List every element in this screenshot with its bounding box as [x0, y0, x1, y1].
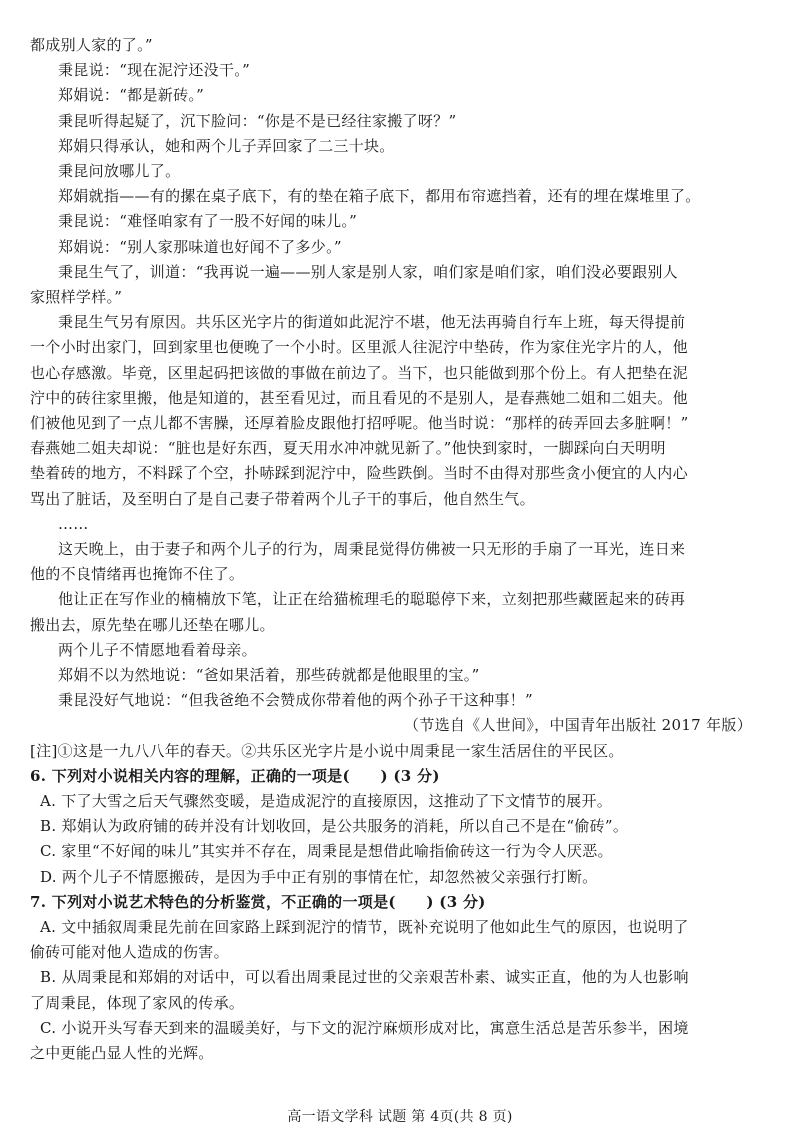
- option-7a-cont: 偷砖可能对他人造成的伤害。: [30, 943, 229, 962]
- text-line: 他让正在写作业的楠楠放下笔，让正在给猫梳理毛的聪聪停下来，立刻把那些藏匿起来的砖再: [58, 590, 686, 609]
- text-line: 都成别人家的了。”: [30, 36, 153, 54]
- text-line: 一个小时出家门，回到家里也便晚了一个小时。区里派人往泥泞中垫砖，作为家住光字片的人，他: [30, 338, 688, 357]
- text-line: 秉昆问放哪儿了。: [58, 162, 181, 180]
- text-line: 秉昆生气另有原因。共乐区光字片的街道如此泥泞不堪，他无法再骑自行车上班，每天得提前: [58, 313, 686, 332]
- text-line: 垫着砖的地方，不料踩了个空，扑哧踩到泥泞中，险些跌倒。当时不由得对那些贪小便宜的人内心: [30, 464, 688, 483]
- option-6b: B. 郑娟认为政府铺的砖并没有计划收回，是公共服务的消耗，所以自己不是在“偷砖”。: [40, 817, 629, 836]
- text-line: 郑娟不以为然地说：“爸如果活着，那些砖就都是他眼里的宝。”: [58, 666, 480, 684]
- text-line: 郑娟说：“都是新砖。”: [58, 86, 205, 105]
- text-line: 他的不良情绪再也掩饰不住了。: [30, 565, 245, 584]
- option-7a: A. 文中插叙周秉昆先前在回家路上踩到泥泞的情节，既补充说明了他如此生气的原因，也说明了: [40, 918, 689, 936]
- annotation-note: [注]①这是一九八八年的春天。②共乐区光字片是小说中周秉昆一家生活居住的平民区。: [30, 741, 624, 760]
- text-line: 泞中的砖往家里搬，他是知道的，甚至看见过，而且看见的不是别人，是春燕她二姐和二姐夫。他: [30, 388, 688, 407]
- question-6: 6. 下列对小说相关内容的理解，正确的一项是( ) (3 分): [30, 766, 440, 785]
- text-line: 秉昆生气了，训道：“我再说一遍——别人家是别人家，咱们家是咱们家，咱们没必要跟别人: [58, 262, 678, 281]
- option-7b: B. 从周秉昆和郑娟的对话中，可以看出周秉昆过世的父亲艰苦朴素、诚实正直，他的为人也影响: [40, 968, 689, 987]
- text-line: 郑娟只得承认，她和两个儿子弄回家了二三十块。: [58, 136, 395, 155]
- text-line: 家照样学样。”: [30, 288, 123, 306]
- text-line: 这天晚上，由于妻子和两个儿子的行为，周秉昆觉得仿佛被一只无形的手扇了一耳光，连日来: [58, 540, 686, 558]
- option-7c: C. 小说开头写春天到来的温暖美好，与下文的泥泞麻烦形成对比，寓意生活总是苦乐参半，困境: [40, 1018, 689, 1037]
- text-line: 秉昆说：“难怪咱家有了一股不好闻的味儿。”: [58, 212, 358, 231]
- text-line: 骂出了脏话，及至明白了是自己妻子带着两个儿子干的事后，他自然生气。: [30, 489, 535, 508]
- option-6d: D. 两个儿子不情愿搬砖，是因为手中正有别的事情在忙，却忽然被父亲强行打断。: [40, 867, 598, 886]
- text-line: 秉昆没好气地说：“但我爸绝不会赞成你带着他的两个孙子干这种事！”: [58, 691, 533, 710]
- text-line: 春燕她二姐夫却说：“脏也是好东西，夏天用水冲冲就见新了。”他快到家时，一脚踩向白天明明: [30, 439, 666, 458]
- text-line: 两个儿子不情愿地看着母亲。: [58, 640, 257, 659]
- text-line: 搬出去，原先垫在哪儿还垫在哪儿。: [30, 615, 275, 634]
- text-line: 秉昆说：“现在泥泞还没干。”: [58, 61, 251, 80]
- text-line: 们被他见到了一点儿都不害臊，还厚着脸皮跟他打招呼呢。他当时说：“那样的砖弄回去多脏啊！”: [30, 414, 689, 432]
- text-line: 郑娟说：“别人家那味道也好闻不了多少。”: [58, 237, 342, 256]
- text-line: 郑娟就指——有的摞在桌子底下，有的垫在箱子底下，都用布帘遮挡着，还有的埋在煤堆里了。: [58, 187, 701, 206]
- text-line: 秉昆听得起疑了，沉下脸问：“你是不是已经往家搬了呀？”: [58, 111, 457, 130]
- question-7: 7. 下列对小说艺术特色的分析鉴赏，不正确的一项是( ) (3 分): [30, 892, 486, 911]
- source-citation: （节选自《人世间》，中国青年出版社 2017 年版）: [403, 716, 752, 735]
- option-7c-cont: 之中更能凸显人性的光辉。: [30, 1044, 214, 1062]
- option-6c: C. 家里“不好闻的味儿”其实并不存在，周秉昆是想借此喻指偷砖这一行为令人厌恶。: [40, 842, 613, 861]
- text-line: 也心存感激。毕竟，区里起码把该做的事做在前边了。当下，也只能做到那个份上。有人把垫在泥: [30, 363, 688, 382]
- option-6a: A. 下了大雪之后天气骤然变暖，是造成泥泞的直接原因，这推动了下文情节的展开。: [40, 792, 613, 810]
- option-7b-cont: 了周秉昆，体现了家风的传承。: [30, 993, 245, 1012]
- page-footer: 高一语文学科 试题 第 4页(共 8 页): [287, 1109, 513, 1125]
- ellipsis: ……: [58, 514, 89, 533]
